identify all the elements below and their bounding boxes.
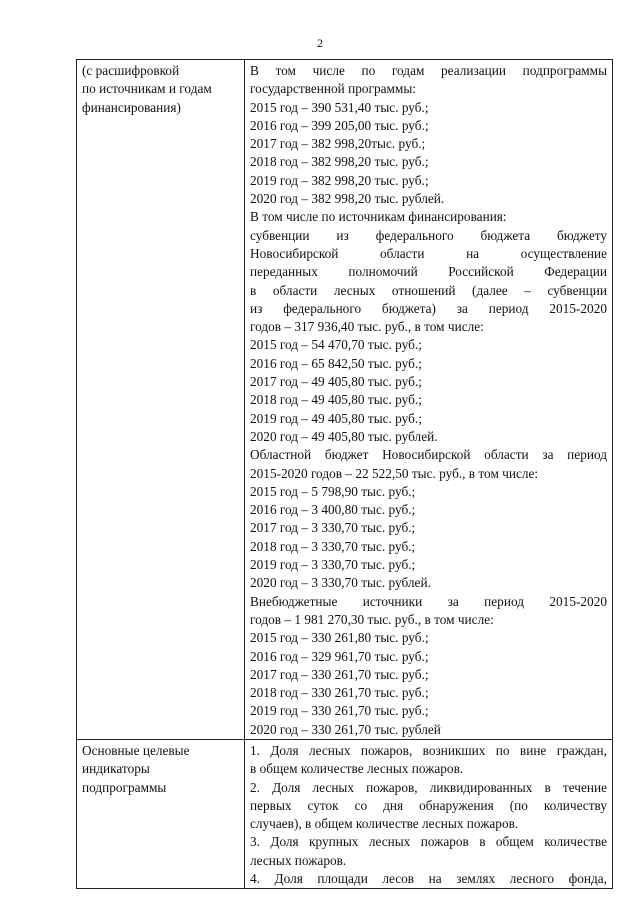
intro-line: государственной программы: xyxy=(250,81,416,97)
indicator-4-line: 4. Доля площади лесов на землях лесного фонда, xyxy=(250,871,607,887)
indicator-3-line: 3. Доля крупных лесных пожаров в общем количестве xyxy=(250,834,607,850)
year-line: 2015 год – 54 470,70 тыс. руб.; xyxy=(250,337,422,353)
label-line: Основные целевые xyxy=(82,742,190,758)
year-line: 2020 год – 330 261,70 тыс. рублей xyxy=(250,721,441,737)
extrabudgetary-line: Внебюджетные источники за период 2015-2020 xyxy=(250,593,607,609)
indicator-2-line: 2. Доля лесных пожаров, ликвидированных в течение xyxy=(250,779,607,795)
federal-line: переданных полномочий Российской Федерации xyxy=(250,264,607,280)
year-line: 2016 год – 65 842,50 тыс. руб.; xyxy=(250,355,422,371)
year-line: 2018 год – 49 405,80 тыс. руб.; xyxy=(250,392,422,408)
year-line: 2016 год – 399 205,00 тыс. руб.; xyxy=(250,117,429,133)
sources-heading: В том числе по источникам финансирования: xyxy=(250,209,507,225)
year-line: 2017 год – 382 998,20тыс. руб.; xyxy=(250,136,426,152)
indicator-3-line: лесных пожаров. xyxy=(250,852,347,868)
extrabudgetary-line: годов – 1 981 270,30 тыс. руб., в том числе: xyxy=(250,611,494,627)
table-row-financing xyxy=(77,60,613,740)
indicators-details-cell xyxy=(245,739,613,888)
regional-line: 2015-2020 годов – 22 522,50 тыс. руб., в том числе: xyxy=(250,465,539,481)
indicator-2-line: первых суток со дня обнаружения (по количеству xyxy=(250,797,607,813)
year-line: 2019 год – 3 330,70 тыс. руб.; xyxy=(250,557,416,573)
financing-table xyxy=(76,59,613,889)
label-line: подпрограммы xyxy=(82,779,167,795)
table-row-indicators xyxy=(77,739,613,888)
year-line: 2018 год – 330 261,70 тыс. руб.; xyxy=(250,685,429,701)
year-line: 2016 год – 329 961,70 тыс. руб.; xyxy=(250,648,429,664)
label-line: по источникам и годам xyxy=(82,81,212,97)
indicator-1-line: 1. Доля лесных пожаров, возникших по вине граждан, xyxy=(250,742,607,758)
label-line: финансирования) xyxy=(82,99,181,115)
year-line: 2017 год – 49 405,80 тыс. руб.; xyxy=(250,374,422,390)
federal-line: в области лесных отношений (далее – субвенции xyxy=(250,282,607,298)
financing-details-cell xyxy=(245,60,613,740)
label-line: (с расшифровкой xyxy=(82,63,180,78)
year-line: 2016 год – 3 400,80 тыс. руб.; xyxy=(250,502,416,518)
page-number: 2 xyxy=(317,36,323,50)
year-line: 2017 год – 3 330,70 тыс. руб.; xyxy=(250,520,416,536)
regional-line: Областной бюджет Новосибирской области за период xyxy=(250,447,607,463)
indicator-1-line: в общем количестве лесных пожаров. xyxy=(250,761,464,777)
label-line: индикаторы xyxy=(82,761,150,777)
year-line: 2018 год – 3 330,70 тыс. руб.; xyxy=(250,538,416,554)
year-line: 2015 год – 5 798,90 тыс. руб.; xyxy=(250,483,416,499)
year-line: 2020 год – 3 330,70 тыс. рублей. xyxy=(250,575,431,591)
year-line: 2020 год – 382 998,20 тыс. рублей. xyxy=(250,191,445,207)
indicator-2-line: случаев), в общем количестве лесных пожаров. xyxy=(250,816,519,832)
year-line: 2018 год – 382 998,20 тыс. руб.; xyxy=(250,154,429,170)
year-line: 2019 год – 49 405,80 тыс. руб.; xyxy=(250,410,422,426)
year-line: 2020 год – 49 405,80 тыс. рублей. xyxy=(250,428,438,444)
financing-label-cell xyxy=(77,60,245,740)
year-line: 2015 год – 330 261,80 тыс. руб.; xyxy=(250,630,429,646)
federal-line: субвенции из федерального бюджета бюджету xyxy=(250,227,607,243)
federal-line: из федерального бюджета) за период 2015-2020 xyxy=(250,300,607,316)
federal-line: Новосибирской области на осуществление xyxy=(250,245,607,261)
intro-line: В том числе по годам реализации подпрограммы xyxy=(250,63,607,78)
year-line: 2019 год – 330 261,70 тыс. руб.; xyxy=(250,703,429,719)
federal-line: годов – 317 936,40 тыс. руб., в том числе: xyxy=(250,319,484,335)
year-line: 2019 год – 382 998,20 тыс. руб.; xyxy=(250,172,429,188)
indicators-label-cell xyxy=(77,739,245,888)
year-line: 2017 год – 330 261,70 тыс. руб.; xyxy=(250,666,429,682)
year-line: 2015 год – 390 531,40 тыс. руб.; xyxy=(250,99,429,115)
